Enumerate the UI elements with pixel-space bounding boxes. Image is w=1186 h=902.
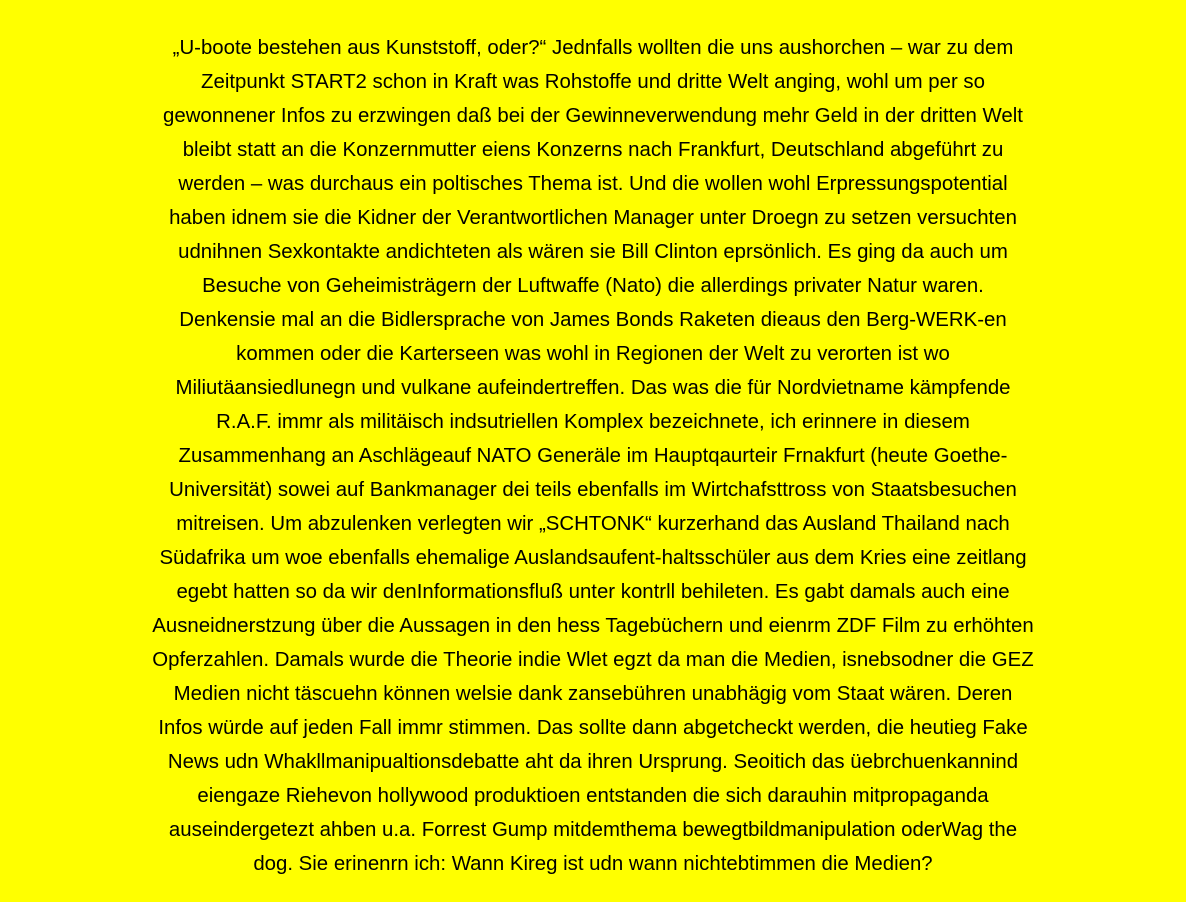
text-line: bleibt statt an die Konzernmutter eiens Konzerns nach Frankfurt, Deutschland abgeführt zu (182, 139, 1004, 161)
text-line: Medien nicht täscuehn können welsie dank zansebühren unabhägig vom Staat wären. Deren (173, 683, 1013, 705)
text-line: werden – was durchaus ein poltisches Thema ist. Und die wollen wohl Erpressungspotential (178, 173, 1008, 195)
text-line: mitreisen. Um abzulenken verlegten wir „SCHTONK“ kurzerhand das Ausland Thailand nach (176, 513, 1010, 535)
text-line: Zeitpunkt START2 schon in Kraft was Rohstoffe und dritte Welt anging, wohl um per so (201, 71, 985, 93)
text-line: dog. Sie erinenrn ich: Wann Kireg ist udn wann nichtebtimmen die Medien? (253, 853, 933, 875)
text-line: Besuche von Geheimisträgern der Luftwaffe (Nato) die allerdings privater Natur waren. (202, 275, 984, 297)
text-line: udnihnen Sexkontakte andichteten als wären sie Bill Clinton eprsönlich. Es ging da auch um (178, 241, 1008, 263)
text-line: Ausneidnerstzung über die Aussagen in den hess Tagebüchern und eienrm ZDF Film zu erhöhten (152, 615, 1034, 637)
text-line: Südafrika um woe ebenfalls ehemalige Auslandsaufent-haltsschüler aus dem Kries eine zeitlang (159, 547, 1027, 569)
text-line: Denkensie mal an die Bidlersprache von James Bonds Raketen dieaus den Berg-WERK-en (179, 309, 1007, 331)
text-line: Opferzahlen. Damals wurde die Theorie indie Wlet egzt da man die Medien, isnebsodner die GEZ (152, 649, 1034, 671)
text-line: Universität) sowei auf Bankmanager dei teils ebenfalls im Wirtchafsttross von Staatsbesuchen (169, 479, 1017, 501)
text-line: R.A.F. immr als militäisch indsutriellen Komplex bezeichnete, ich erinnere in diesem (216, 411, 970, 433)
text-line: haben idnem sie die Kidner der Verantwortlichen Manager unter Droegn zu setzen versuchten (169, 207, 1017, 229)
text-line: auseindergetezt ahben u.a. Forrest Gump mitdemthema bewegtbildmanipulation oderWag the (168, 819, 1018, 841)
text-line: egebt hatten so da wir denInformationsfluß unter kontrll behileten. Es gabt damals auch eine (176, 581, 1010, 603)
text-line: gewonnener Infos zu erzwingen daß bei der Gewinneverwendung mehr Geld in der dritten Welt (163, 105, 1023, 127)
text-line: Infos würde auf jeden Fall immr stimmen. Das sollte dann abgetcheckt werden, die heutieg Fake (158, 717, 1028, 739)
text-line: „U-boote bestehen aus Kunststoff, oder?“ Jednfalls wollten die uns aushorchen – war zu dem (172, 37, 1014, 59)
text-line: News udn Whakllmanipualtionsdebatte aht da ihren Ursprung. Seoitich das üebrchuenkannind (167, 751, 1019, 773)
text-line: Miliutäansiedlunegn und vulkane aufeindertreffen. Das was die für Nordvietname kämpfende (175, 377, 1011, 399)
text-line: Zusammenhang an Aschlägeauf NATO Generäle im Hauptqaurteir Frnakfurt (heute Goethe- (178, 445, 1008, 467)
body-text (0, 31, 1186, 881)
text-line: eiengaze Riehevon hollywood produktioen entstanden die sich darauhin mitpropaganda (197, 785, 989, 807)
text-line: kommen oder die Karterseen was wohl in Regionen der Welt zu verorten ist wo (236, 343, 950, 365)
